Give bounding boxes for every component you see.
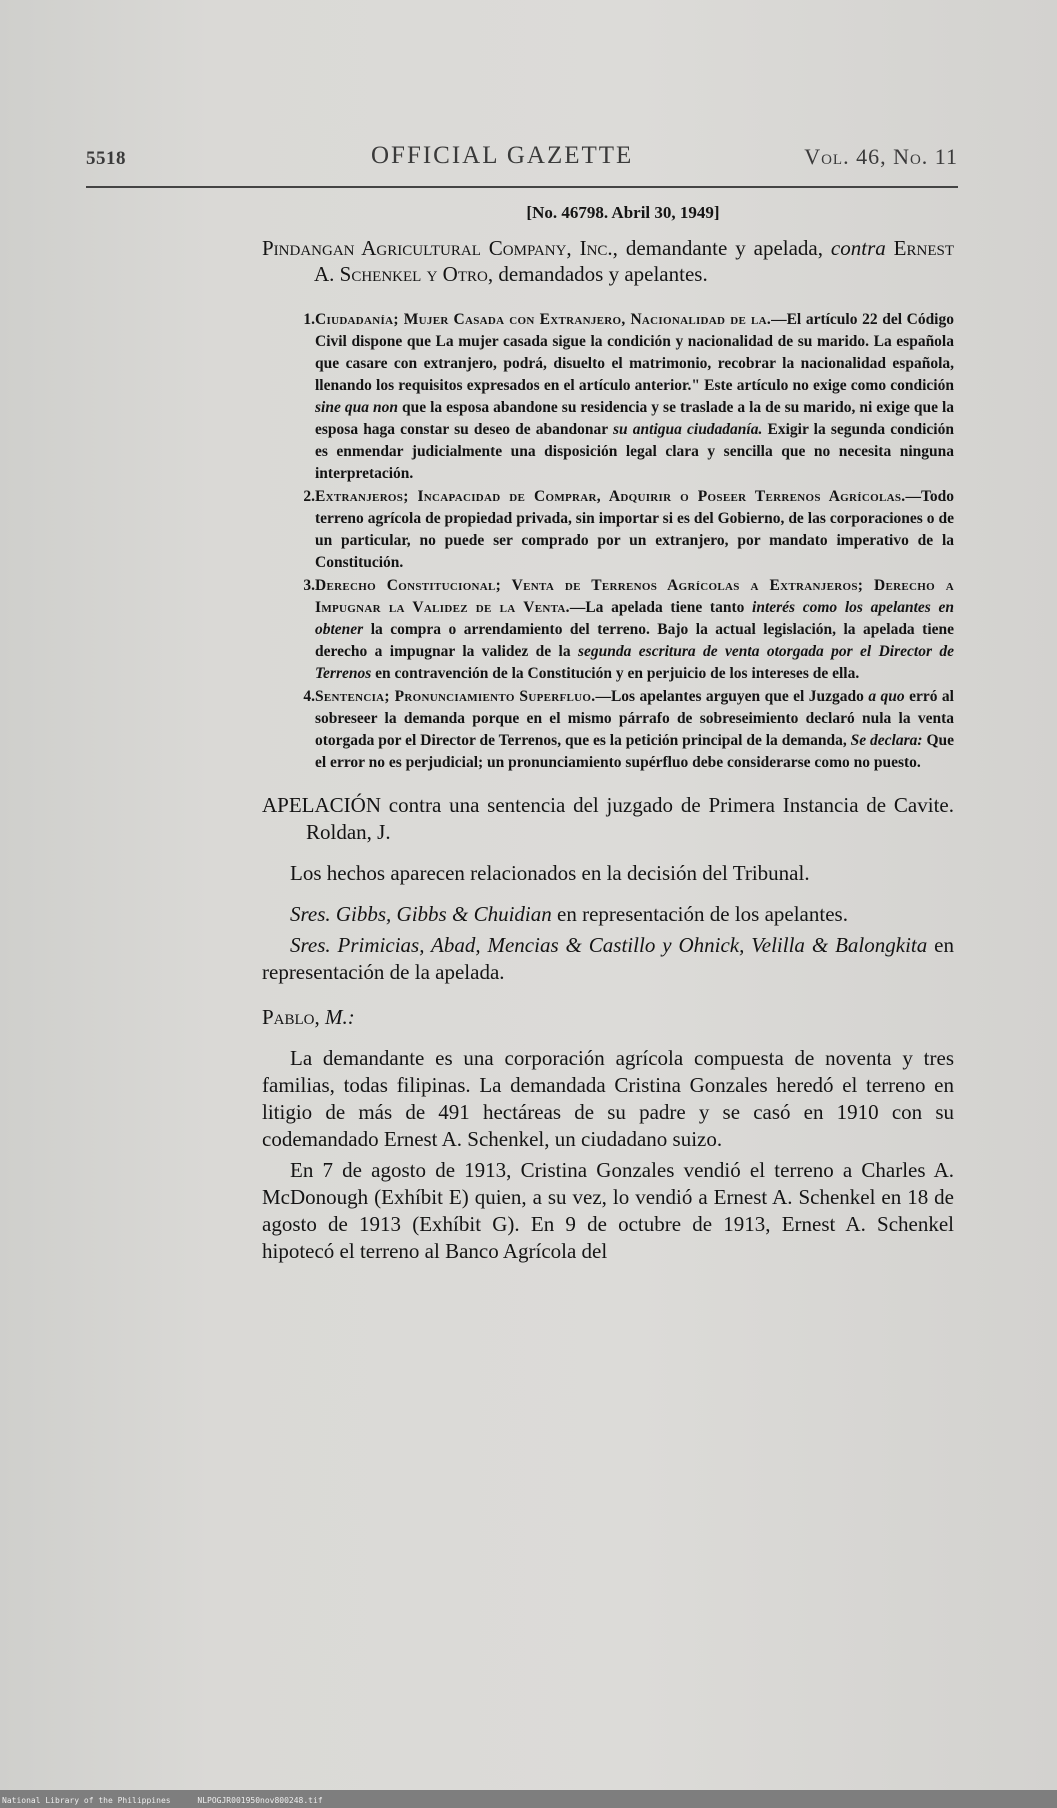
counsel-appellants-names: Sres. Gibbs, Gibbs & Chuidian xyxy=(290,902,552,926)
syllabus-text: la compra o arrendamiento del terreno. Bajo la actual legislación, la apelada tiene derecho a impugnar la validez de la xyxy=(315,621,955,660)
ponente-name: Pablo, xyxy=(262,1005,320,1029)
syllabus-number: 1. xyxy=(303,311,315,328)
syllabus-italic: interés como los apelantes en obtener xyxy=(315,599,954,638)
counsel-appellee xyxy=(262,932,954,986)
syllabus-italic: sine qua non xyxy=(315,399,398,416)
syllabus-item xyxy=(262,686,954,774)
syllabus-item xyxy=(262,575,954,685)
syllabus-text: —Los apelantes arguyen que el Juzgado xyxy=(595,688,864,705)
page-header xyxy=(86,142,958,182)
syllabus-list xyxy=(262,309,954,774)
gazette-title: OFFICIAL GAZETTE xyxy=(371,142,634,169)
decision-paragraph: La demandante es una corporación agrícola compuesta de noventa y tres familias, todas filipinas. La demandada Cristina Gonzales heredó el terreno en litigio de más de 491 hectáreas de su padre y se casó en 1910 con su codemandado Ernest A. Schenkel, un ciudadano suizo. xyxy=(262,1046,954,1151)
appeal-statement xyxy=(262,792,954,846)
ponente-suffix: M.: xyxy=(325,1005,355,1029)
syllabus-heading: Ciudadanía; Mujer Casada con Extranjero, Nacionalidad de la. xyxy=(315,311,772,328)
syllabus-text: en contravención de la Constitución y en perjuicio de los intereses de ella. xyxy=(375,665,860,682)
syllabus-text: —El artículo 22 del Código Civil dispone que La mujer casada sigue la condición y nacionalidad de su marido. La española que casare con extranjero, podrá, disuelto el matrimonio, recobrar la nacionalidad española, llenando los requisitos expresados en el artículo anterior." Este artículo no exige como condición xyxy=(315,311,954,394)
syllabus-item xyxy=(262,309,954,485)
syllabus-text: que la esposa abandone su residencia y se traslade a la de su marido, ni exige que la esposa haga constar su deseo de abandonar xyxy=(315,399,955,438)
syllabus-heading: Extranjeros; Incapacidad de Comprar, Adquirir o Poseer Terrenos Agrícolas. xyxy=(315,488,906,505)
scan-filename: NLPOGJR001950nov800248.tif xyxy=(197,1796,323,1805)
counsel-appellants xyxy=(262,901,954,928)
syllabus-text: Exigir la segunda condición es enmendar judicialmente una disposición legal clara y sencilla que no necesita ninguna interpretación. xyxy=(315,421,954,482)
ponente xyxy=(262,1004,954,1031)
syllabus-italic: Se declara: xyxy=(850,732,923,749)
syllabus-italic: segunda escritura de venta otorgada por el Director de Terrenos xyxy=(315,643,954,682)
syllabus-heading: Derecho Constitucional; Venta de Terrenos Agrícolas a Extranjeros; Derecho a Impugnar la Validez de la Venta. xyxy=(315,577,954,616)
syllabus-number: 2. xyxy=(303,488,315,505)
syllabus-heading: Sentencia; Pronunciamiento Superfluo. xyxy=(315,688,596,705)
syllabus-number: 4. xyxy=(303,688,315,705)
case-number: [No. 46798. Abril 30, 1949] xyxy=(526,203,720,222)
syllabus-text: —Todo terreno agrícola de propiedad privada, sin importar si es del Gobierno, de las corporaciones o de un particular, no puede ser comprado por un extranjero, por mandato imperativo de la Constitución. xyxy=(315,488,954,571)
defendant-role: demandados y apelantes. xyxy=(498,262,708,286)
syllabus-text: —La apelada tiene tanto xyxy=(569,599,745,616)
decision-paragraph: En 7 de agosto de 1913, Cristina Gonzales vendió el terreno a Charles A. McDonough (Exhíbit E) quien, a su vez, lo vendió a Ernest A. Schenkel en 18 de agosto de 1913 (Exhíbit G). En 9 de octubre de 1913, Ernest A. Schenkel hipotecó el terreno al Banco Agrícola del xyxy=(262,1158,954,1263)
syllabus-italic: su antigua ciudadanía. xyxy=(613,421,763,438)
counsel-appellee-names: Sres. Primicias, Abad, Mencias & Castillo y Ohnick, Velilla & Balongkita xyxy=(290,933,928,957)
appeal-text: contra una sentencia del juzgado de Primera Instancia de Cavite. Roldan, J. xyxy=(306,793,954,844)
syllabus-text: Que el error no es perjudicial; un pronunciamiento supérfluo debe considerarse como no puesto. xyxy=(315,732,955,771)
library-credit: National Library of the Philippines xyxy=(2,1796,171,1805)
plaintiff-role: demandante y apelada, xyxy=(625,236,823,260)
facts-paragraph: Los hechos aparecen relacionados en la decisión del Tribunal. xyxy=(290,861,810,885)
counsel-appellee-text: en representación de la apelada. xyxy=(262,933,954,984)
appeal-lead: APELACIÓN xyxy=(262,793,381,817)
syllabus-text: erró al sobreseer la demanda porque en el mismo párrafo de sobreseimiento declaró nula la venta otorgada por el Director de Terrenos, que es la petición principal de la demanda, xyxy=(315,688,954,749)
syllabus-item xyxy=(262,486,954,574)
article-content xyxy=(262,203,954,1265)
page-number: 5518 xyxy=(86,148,126,169)
defendant-name: Ernest A. Schenkel y Otro, xyxy=(314,236,955,286)
scan-footer xyxy=(2,1796,345,1805)
case-parties xyxy=(262,235,954,287)
plaintiff-name: Pindangan Agricultural Company, Inc., xyxy=(262,236,618,260)
syllabus-italic: a quo xyxy=(868,688,905,705)
header-rule xyxy=(86,186,958,188)
counsel-appellants-text: en representación de los apelantes. xyxy=(557,902,848,926)
syllabus-number: 3. xyxy=(303,577,315,594)
contra-word: contra xyxy=(830,236,886,260)
volume-number: Vol. 46, No. 11 xyxy=(804,144,958,169)
